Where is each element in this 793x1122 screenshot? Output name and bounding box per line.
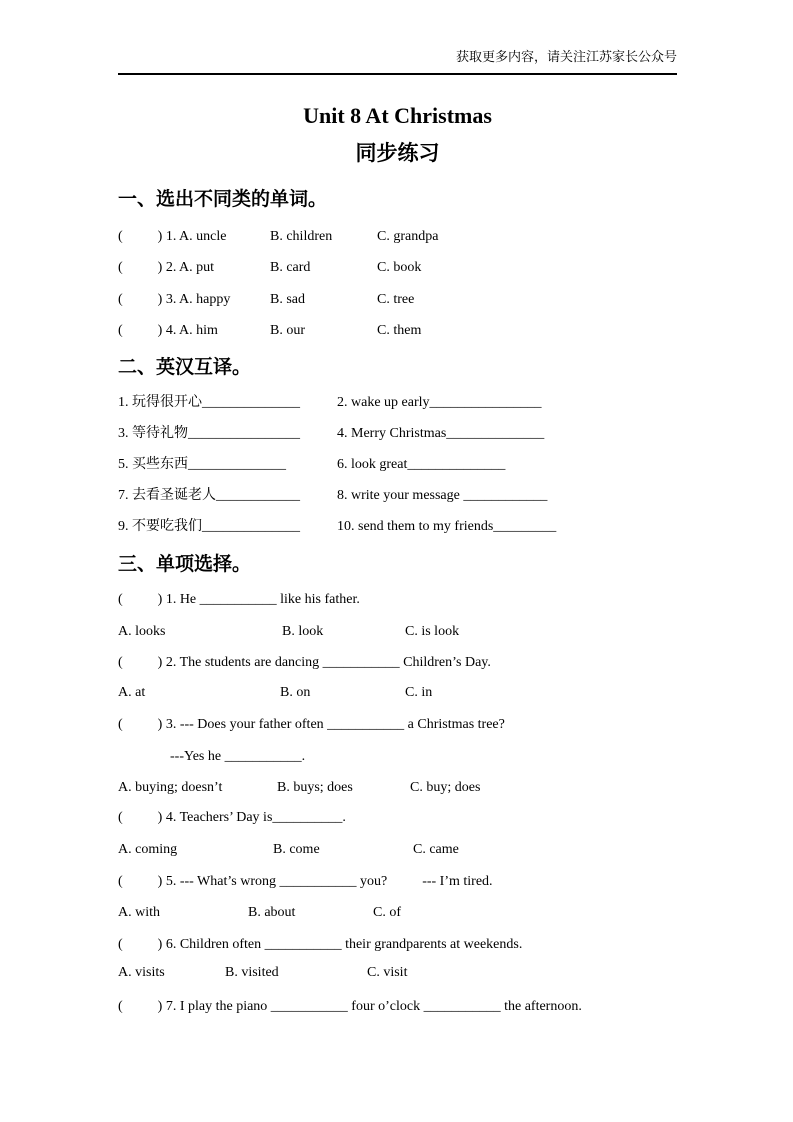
section1-heading: 一、选出不同类的单词。: [118, 189, 328, 210]
option-b: B. sad: [270, 292, 305, 307]
translation-row: [118, 425, 678, 443]
option-b: B. buys; does: [277, 780, 353, 795]
section2-heading: 二、英汉互译。: [118, 357, 252, 378]
translation-item-right: 2. wake up early________________: [337, 395, 542, 410]
option-b: B. visited: [225, 965, 279, 980]
option-a: A. at: [118, 685, 146, 700]
question-stem: ( ) 7. I play the piano ___________ four o’clock ___________ the afternoon.: [118, 999, 582, 1014]
option-c: C. visit: [367, 965, 408, 980]
option-a: A. looks: [118, 624, 166, 639]
translation-row: [118, 518, 678, 536]
translation-item-right: 4. Merry Christmas______________: [337, 426, 545, 441]
header-rule: [118, 73, 677, 75]
translation-item-right: 8. write your message ____________: [337, 488, 548, 503]
option-c: C. book: [377, 260, 422, 275]
mc-options: [118, 841, 678, 859]
translation-row: [118, 487, 678, 505]
translation-item-left: 9. 不要吃我们______________: [118, 519, 300, 534]
question-stem: ( ) 1. He ___________ like his father.: [118, 592, 360, 607]
mc-question: [118, 998, 678, 1016]
translation-row: [118, 456, 678, 474]
option-c: C. grandpa: [377, 229, 439, 244]
mc-question: [118, 873, 678, 891]
word-choice-row: [118, 259, 678, 277]
translation-row: [118, 394, 678, 412]
mc-question: [118, 654, 678, 672]
doc-subtitle: 同步练习: [355, 142, 440, 165]
question-stem: ( ) 5. --- What’s wrong ___________ you? --- I’m tired.: [118, 874, 493, 889]
mc-options: [118, 684, 678, 702]
word-choice-row: [118, 322, 678, 340]
translation-item-left: 7. 去看圣诞老人____________: [118, 488, 300, 503]
option-c: C. of: [373, 905, 401, 920]
translation-item-left: 3. 等待礼物________________: [118, 426, 300, 441]
option-c: C. them: [377, 323, 422, 338]
mc-question: [118, 936, 678, 954]
option-b: B. card: [270, 260, 311, 275]
question-stem: ( ) 3. A. happy: [118, 292, 231, 307]
option-b: B. on: [280, 685, 311, 700]
question-stem: ( ) 1. A. uncle: [118, 229, 227, 244]
option-b: B. come: [273, 842, 320, 857]
question-stem: ( ) 2. The students are dancing ___________ Children’s Day.: [118, 655, 491, 670]
option-c: C. tree: [377, 292, 415, 307]
option-b: B. children: [270, 229, 333, 244]
mc-options: [118, 904, 678, 922]
header-note: 获取更多内容，请关注江苏家长公众号: [455, 49, 677, 64]
mc-question-line2: [118, 748, 678, 766]
translation-item-right: 10. send them to my friends_________: [337, 519, 557, 534]
translation-item-right: 6. look great______________: [337, 457, 506, 472]
mc-question: [118, 809, 678, 827]
option-b: B. our: [270, 323, 305, 338]
option-a: A. with: [118, 905, 160, 920]
option-c: C. buy; does: [410, 780, 481, 795]
word-choice-row: [118, 228, 678, 246]
word-choice-row: [118, 291, 678, 309]
question-stem: ( ) 4. A. him: [118, 323, 218, 338]
option-a: A. visits: [118, 965, 165, 980]
option-a: A. coming: [118, 842, 178, 857]
option-b: B. look: [282, 624, 324, 639]
question-stem-line2: ---Yes he ___________.: [170, 749, 306, 764]
mc-options: [118, 779, 678, 797]
section3-heading: 三、单项选择。: [118, 554, 252, 575]
translation-item-left: 1. 玩得很开心______________: [118, 395, 300, 410]
option-c: C. came: [413, 842, 459, 857]
question-stem: ( ) 2. A. put: [118, 260, 215, 275]
option-c: C. is look: [405, 624, 460, 639]
question-stem: ( ) 6. Children often ___________ their grandparents at weekends.: [118, 937, 523, 952]
doc-title: Unit 8 At Christmas: [303, 103, 492, 128]
translation-item-left: 5. 买些东西______________: [118, 457, 286, 472]
mc-question: [118, 591, 678, 609]
mc-question: [118, 716, 678, 734]
question-stem: ( ) 3. --- Does your father often ___________ a Christmas tree?: [118, 717, 505, 732]
option-a: A. buying; doesn’t: [118, 780, 223, 795]
option-c: C. in: [405, 685, 433, 700]
question-stem: ( ) 4. Teachers’ Day is__________.: [118, 810, 346, 825]
option-b: B. about: [248, 905, 296, 920]
mc-options: [118, 964, 678, 982]
mc-options: [118, 623, 678, 641]
